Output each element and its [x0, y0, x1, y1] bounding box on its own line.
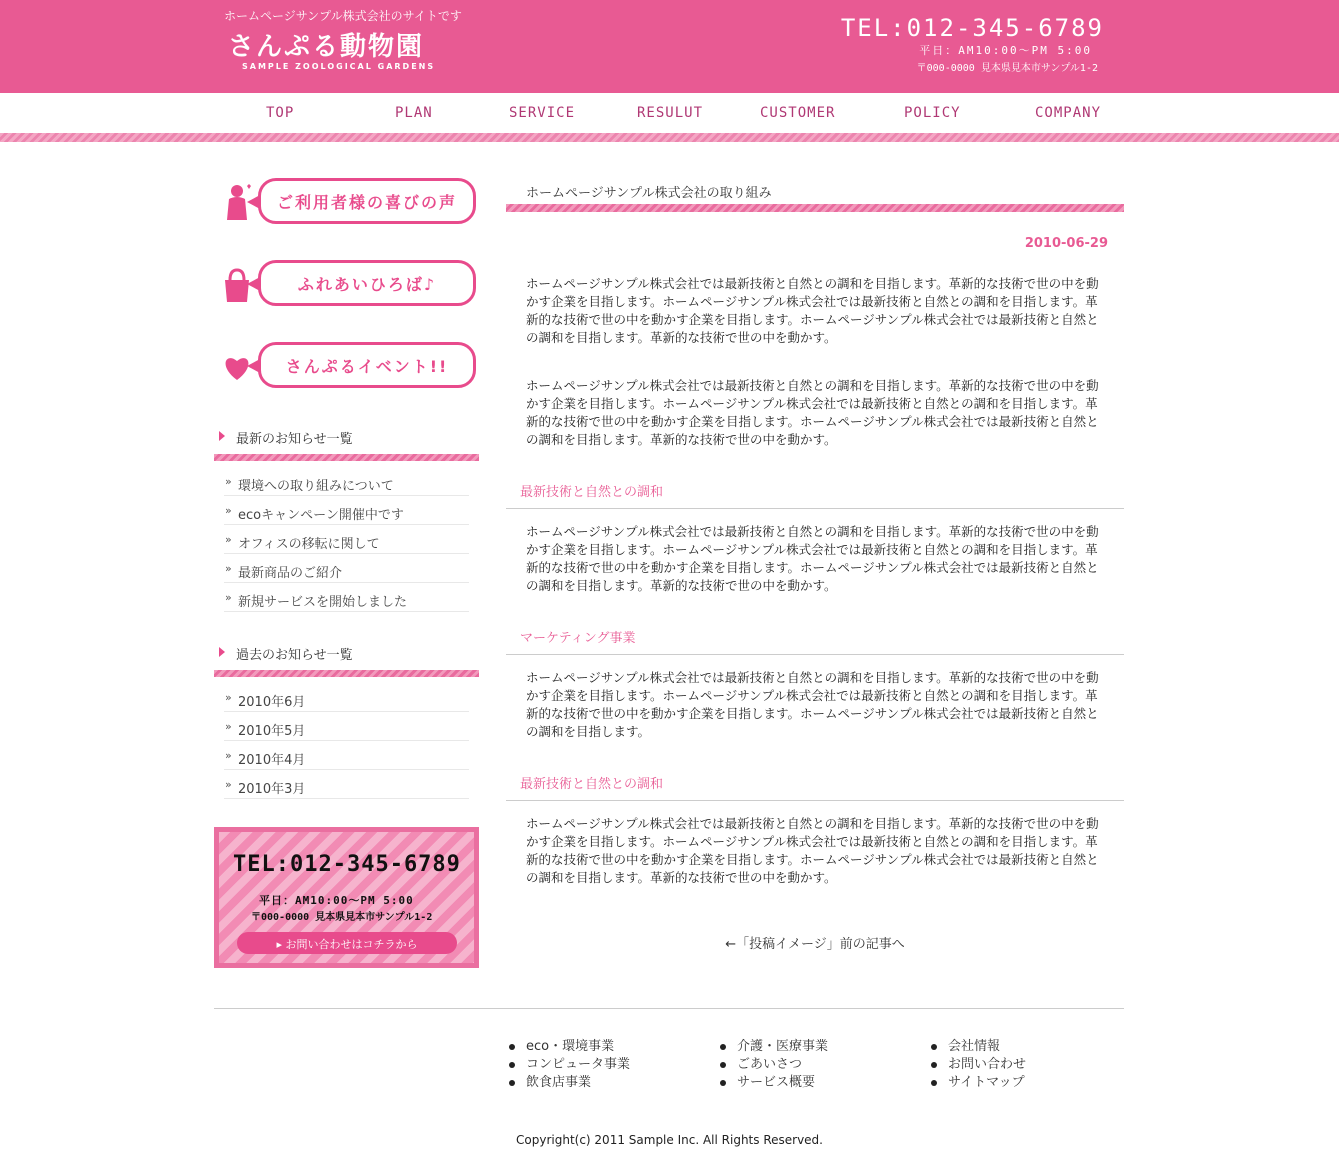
nav-resulut[interactable]: RESULUT [637, 105, 704, 121]
list-item[interactable]: » 2010年5月 [224, 712, 469, 741]
section-heading: マーケティング事業 [506, 627, 1124, 655]
contact-phone: TEL:012-345-6789 [233, 852, 461, 877]
section-paragraph: ホームページサンプル株式会社では最新技術と自然との調和を目指します。革新的な技術で世の中を動かす企業を目指します。ホームページサンプル株式会社では最新技術と自然との調和を目指します。革新的な技術で世の中を動かす企業を目指します。ホームページサンプル株式会社では最新技術と自然との調和を目指します。 [526, 670, 1099, 739]
site-logo-subtitle: SAMPLE ZOOLOGICAL GARDENS [242, 62, 436, 71]
bubble-fureai[interactable] [214, 260, 479, 308]
bubble-event[interactable] [214, 342, 479, 390]
list-item[interactable]: » 2010年6月 [224, 683, 469, 712]
sidebar [214, 178, 479, 968]
footer-link[interactable]: サービス概要 [719, 1074, 828, 1092]
body-paragraph: ホームページサンプル株式会社では最新技術と自然との調和を目指します。革新的な技術で世の中を動かす企業を目指します。ホームページサンプル株式会社では最新技術と自然との調和を目指します。革新的な技術で世の中を動かす企業を目指します。ホームページサンプル株式会社では最新技術と自然との調和を目指します。革新的な技術で世の中を動かす。 [526, 276, 1099, 345]
page-title: ホームページサンプル株式会社の取り組み [526, 186, 772, 201]
header-address: 〒000-0000 見本県見本市サンプル1-2 [916, 63, 1098, 74]
contact-hours: 平日：AM10:00～PM 5:00 [259, 894, 414, 907]
site-tagline: ホームページサンプル株式会社のサイトです [224, 9, 462, 23]
post-date: 2010-06-29 [1024, 236, 1108, 251]
footer-link[interactable]: 介護・医療事業 [719, 1038, 828, 1056]
nav-customer[interactable]: CUSTOMER [760, 105, 836, 121]
footer-link[interactable]: サイトマップ [930, 1074, 1026, 1092]
section-heading: 最新技術と自然との調和 [506, 773, 1124, 801]
list-item[interactable]: » オフィスの移転に関して [224, 525, 469, 554]
header-inner [214, 0, 1124, 93]
list-item[interactable]: » 2010年4月 [224, 741, 469, 770]
past-news-stripe [214, 670, 479, 677]
past-news-section [214, 640, 479, 799]
nav-policy[interactable]: POLICY [904, 105, 961, 121]
nav-company[interactable]: COMPANY [1035, 105, 1102, 121]
section-paragraph: ホームページサンプル株式会社では最新技術と自然との調和を目指します。革新的な技術で世の中を動かす企業を目指します。ホームページサンプル株式会社では最新技術と自然との調和を目指します。革新的な技術で世の中を動かす企業を目指します。ホームページサンプル株式会社では最新技術と自然との調和を目指します。革新的な技術で世の中を動かす。 [526, 816, 1099, 885]
list-item[interactable]: » ecoキャンペーン開催中です [224, 496, 469, 525]
prev-post-link[interactable]: ←「投稿イメージ」前の記事へ [725, 937, 905, 952]
bubble-voices-label[interactable]: ご利用者様の喜びの声 [258, 178, 476, 224]
section-paragraph: ホームページサンプル株式会社では最新技術と自然との調和を目指します。革新的な技術で世の中を動かす企業を目指します。ホームページサンプル株式会社では最新技術と自然との調和を目指します。革新的な技術で世の中を動かす企業を目指します。ホームページサンプル株式会社では最新技術と自然との調和を目指します。革新的な技術で世の中を動かす。 [526, 524, 1099, 593]
copyright: Copyright(c) 2011 Sample Inc. All Rights Reserved. [516, 1133, 823, 1147]
nav-plan[interactable]: PLAN [395, 105, 433, 121]
bubble-event-label[interactable]: さんぷるイベント!! [258, 342, 476, 388]
footer-divider [214, 1008, 1124, 1009]
past-news-heading: 過去のお知らせ一覧 [214, 640, 479, 670]
bubble-fureai-label[interactable]: ふれあいひろば♪ [258, 260, 476, 306]
latest-news-stripe [214, 454, 479, 461]
chevron-right-icon: ▸ [276, 938, 286, 951]
latest-news-heading: 最新のお知らせ一覧 [214, 424, 479, 454]
bubble-voices[interactable] [214, 178, 479, 226]
nav-top[interactable]: TOP [266, 105, 295, 121]
header-hours: 平日：AM10:00～PM 5:00 [919, 44, 1092, 57]
footer-link[interactable]: お問い合わせ [930, 1056, 1026, 1074]
site-logo[interactable]: さんぷる動物園 [228, 32, 425, 62]
header-phone: TEL:012-345-6789 [840, 14, 1104, 42]
nav-service[interactable]: SERVICE [509, 105, 576, 121]
contact-address: 〒000-0000 見本県見本市サンプル1-2 [251, 912, 433, 923]
list-item[interactable]: » 環境への取り組みについて [224, 467, 469, 496]
footer-link[interactable]: ごあいさつ [719, 1056, 828, 1074]
main-content [506, 178, 1124, 952]
section-heading: 最新技術と自然との調和 [506, 481, 1124, 509]
footer-link[interactable]: コンピュータ事業 [508, 1056, 630, 1074]
footer-links-col-1 [508, 1038, 630, 1092]
list-item[interactable]: » 2010年3月 [224, 770, 469, 799]
title-stripe [506, 204, 1124, 212]
footer-link[interactable]: eco・環境事業 [508, 1038, 630, 1056]
nav-stripe-divider [0, 133, 1339, 142]
contact-button-label: お問い合わせはコチラから [285, 938, 418, 951]
footer-link[interactable]: 会社情報 [930, 1038, 1026, 1056]
list-item[interactable]: » 最新商品のご紹介 [224, 554, 469, 583]
footer-link[interactable]: 飲食店事業 [508, 1074, 630, 1092]
global-nav [214, 93, 1124, 133]
footer-links-col-2 [719, 1038, 828, 1092]
footer-links-col-3 [930, 1038, 1026, 1092]
site-header [0, 0, 1339, 93]
past-news-list [224, 683, 469, 799]
latest-news-section [214, 424, 479, 612]
latest-news-list [224, 467, 469, 612]
list-item[interactable]: » 新規サービスを開始しました [224, 583, 469, 612]
body-paragraph: ホームページサンプル株式会社では最新技術と自然との調和を目指します。革新的な技術で世の中を動かす企業を目指します。ホームページサンプル株式会社では最新技術と自然との調和を目指します。革新的な技術で世の中を動かす企業を目指します。ホームページサンプル株式会社では最新技術と自然との調和を目指します。革新的な技術で世の中を動かす。 [526, 378, 1099, 447]
contact-banner [214, 827, 479, 968]
contact-button[interactable] [237, 932, 457, 954]
